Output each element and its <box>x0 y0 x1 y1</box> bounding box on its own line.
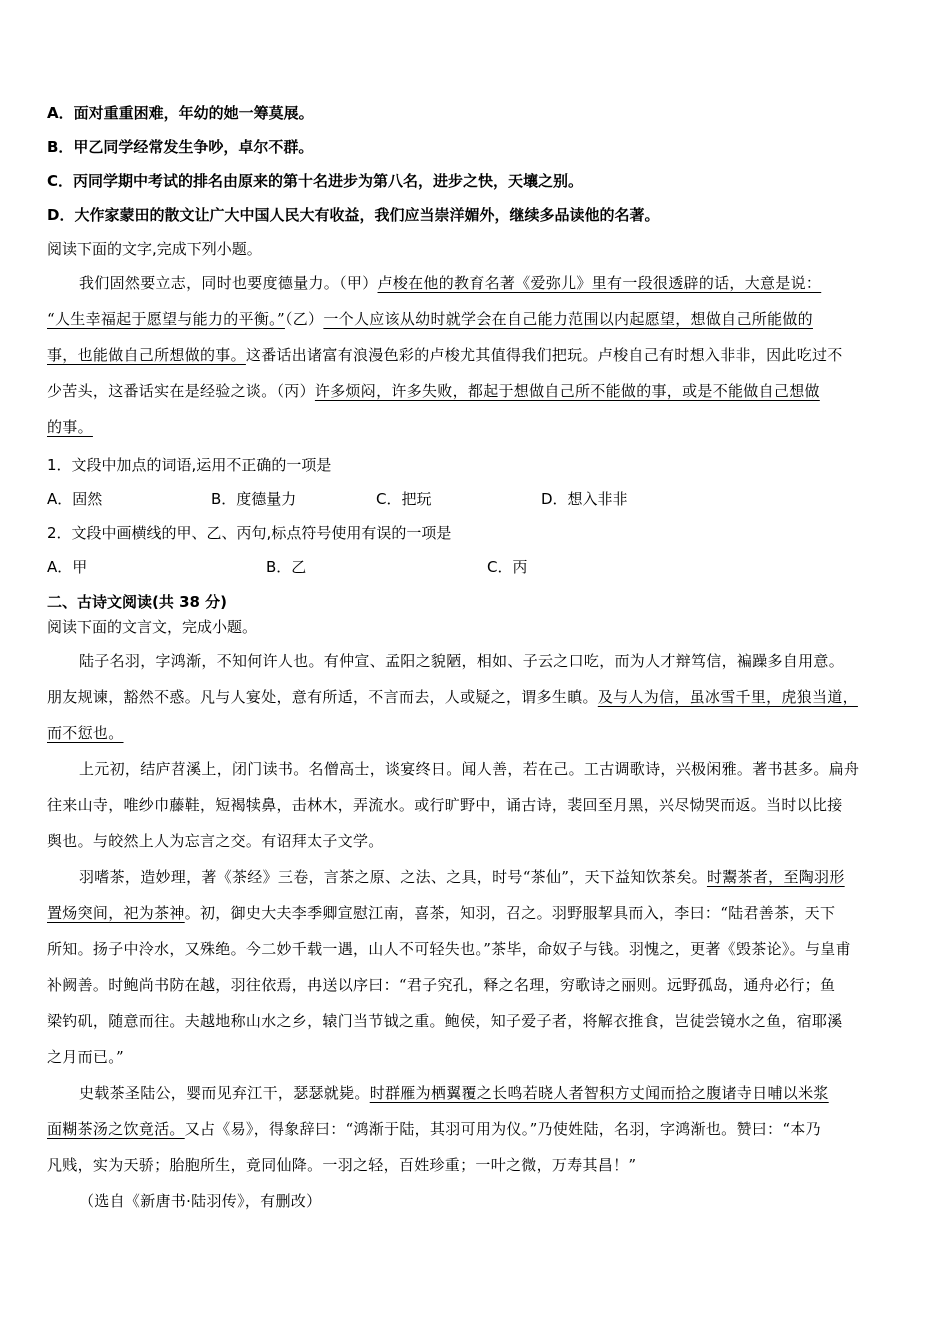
underline-yi-cont: 事，也能做自己所想做的事。 <box>47 346 246 364</box>
passage1-line5 <box>47 416 93 437</box>
q1-stem: 1．文段中加点的词语,运用不正确的一项是 <box>47 456 332 474</box>
para3-line3: 所知。扬子中泠水，又殊绝。今二妙千载一遇，山人不可轻失也。”茶毕，命奴子与钱。羽愧之，更著《毁茶论》。与皇甫 <box>47 940 851 958</box>
source-note: （选自《新唐书·陆羽传》，有删改） <box>79 1192 322 1210</box>
underline-bing-cont: 的事。 <box>47 418 93 436</box>
underline-para3-cont: 置炀突间，祀为茶神 <box>47 904 185 922</box>
para1-line2: 朋友规谏，豁然不惑。凡与人宴处，意有所适，不言而去，人或疑之，谓多生瞋。及与人为信，虽冰雪千里，虎狼当道， <box>47 688 858 706</box>
para3-line2: 置炀突间，祀为茶神。初，御史大夫李季卿宣慰江南，喜茶，知羽，召之。羽野服挈具而入，李曰：“陆君善茶，天下 <box>47 904 836 922</box>
passage1-line3: 事，也能做自己所想做的事。这番话出诸富有浪漫色彩的卢梭尤其值得我们把玩。卢梭自己有时想入非非，因此吃过不 <box>47 346 843 364</box>
underline-jia-cont: “人生幸福起于愿望与能力的平衡。” <box>47 310 285 328</box>
underline-para4: 时群雁为栖翼覆之长鸣若晓人者智积方丈闻而拾之腹诸寺日哺以米浆 <box>369 1084 829 1102</box>
underline-bing: 许多烦闷，许多失败，都起于想做自己所不能做的事，或是不能做自己想做 <box>314 382 820 400</box>
underline-para3: 时鬻茶者，至陶羽形 <box>706 868 845 886</box>
underline-para1-cont: 而不愆也。 <box>47 724 124 742</box>
para2-line3: 舆也。与皎然上人为忘言之交。有诏拜太子文学。 <box>47 832 384 850</box>
q1-option-d[interactable]: D．想入非非 <box>541 490 628 508</box>
para3-line5: 梁钓矶，随意而往。夫越地称山水之乡，辕门当节钺之重。鲍侯，知子爱子者，将解衣推食，岂徒尝镜水之鱼，宿耶溪 <box>47 1012 843 1030</box>
q1-option-c[interactable]: C．把玩 <box>376 490 432 508</box>
option-c-prev: C．丙同学期中考试的排名由原来的第十名进步为第八名，进步之快，天壤之别。 <box>47 172 584 190</box>
para3-line6: 之月而已。” <box>47 1048 124 1066</box>
q2-option-b[interactable]: B．乙 <box>266 558 307 576</box>
para1-line1: 陆子名羽，字鸿渐，不知何许人也。有仲宣、孟阳之貌陋，相如、子云之口吃，而为人才辩笃信，褊躁多自用意。 <box>79 652 845 670</box>
para4-line3: 凡贱，实为天骄；胎胞所生，竟同仙降。一羽之轻，百姓珍重；一叶之微，万寿其昌！” <box>47 1156 637 1174</box>
section2-instruction: 阅读下面的文言文，完成小题。 <box>47 618 258 636</box>
passage1-line1: 我们固然要立志，同时也要度德量力。（甲）卢梭在他的教育名著《爱弥儿》里有一段很透辟的话，大意是说： <box>79 274 822 292</box>
underline-para1: 及与人为信，虽冰雪千里，虎狼当道， <box>597 688 858 706</box>
passage1-line4: 少苦头，这番话实在是经验之谈。（丙）许多烦闷，许多失败，都起于想做自己所不能做的事，或是不能做自己想做 <box>47 382 820 400</box>
para3-line1: 羽嗜茶，造妙理，著《茶经》三卷，言茶之原、之法、之具，时号“茶仙”，天下益知饮茶矣。时鬻茶者，至陶羽形 <box>79 868 845 886</box>
option-a-prev: A．面对重重困难，年幼的她一筹莫展。 <box>47 104 314 122</box>
para2-line1: 上元初，结庐苕溪上，闭门读书。名僧高士，谈宴终日。闻人善，若在己。工古调歌诗，兴极闲雅。著书甚多。扁舟 <box>79 760 860 778</box>
underline-para4-cont: 面糊茶汤之饮竟活。 <box>47 1120 185 1138</box>
q2-option-a[interactable]: A．甲 <box>47 558 88 576</box>
q2-option-c[interactable]: C．丙 <box>487 558 528 576</box>
para4-line1: 史载茶圣陆公，婴而见弃江干，瑟瑟就毙。时群雁为栖翼覆之长鸣若晓人者智积方丈闻而拾之腹诸寺日哺以米浆 <box>79 1084 829 1102</box>
para1-line3 <box>47 722 124 743</box>
q2-stem: 2．文段中画横线的甲、乙、丙句,标点符号使用有误的一项是 <box>47 524 452 542</box>
q1-option-a[interactable]: A．固然 <box>47 490 103 508</box>
q1-option-b[interactable]: B．度德量力 <box>211 490 297 508</box>
reading1-instruction: 阅读下面的文字,完成下列小题。 <box>47 240 262 258</box>
para3-line4: 补阙善。时鲍尚书防在越，羽往依焉，冉送以序曰：“君子究孔，释之名理，穷歌诗之丽则。远野孤岛，通舟必行；鱼 <box>47 976 836 994</box>
passage1-line2: “人生幸福起于愿望与能力的平衡。”（乙）一个人应该从幼时就学会在自己能力范围以内起愿望，想做自己所能做的 <box>47 310 813 328</box>
option-d-prev: D．大作家蒙田的散文让广大中国人民大有收益，我们应当崇洋媚外，继续多品读他的名著。 <box>47 206 660 224</box>
para4-line2: 面糊茶汤之饮竟活。又占《易》，得象辞曰：“鸿渐于陆，其羽可用为仪。”乃使姓陆，名羽，字鸿渐也。赞曰：“本乃 <box>47 1120 821 1138</box>
para2-line2: 往来山寺，唯纱巾藤鞋，短褐犊鼻，击林木，弄流水。或行旷野中，诵古诗，裴回至月黑，兴尽恸哭而返。当时以比接 <box>47 796 843 814</box>
underline-jia: 卢梭在他的教育名著《爱弥儿》里有一段很透辟的话，大意是说： <box>377 274 822 292</box>
option-b-prev: B．甲乙同学经常发生争吵，卓尔不群。 <box>47 138 314 156</box>
section2-heading: 二、古诗文阅读(共 38 分) <box>47 593 228 611</box>
underline-yi: 一个人应该从幼时就学会在自己能力范围以内起愿望，想做自己所能做的 <box>323 310 813 328</box>
